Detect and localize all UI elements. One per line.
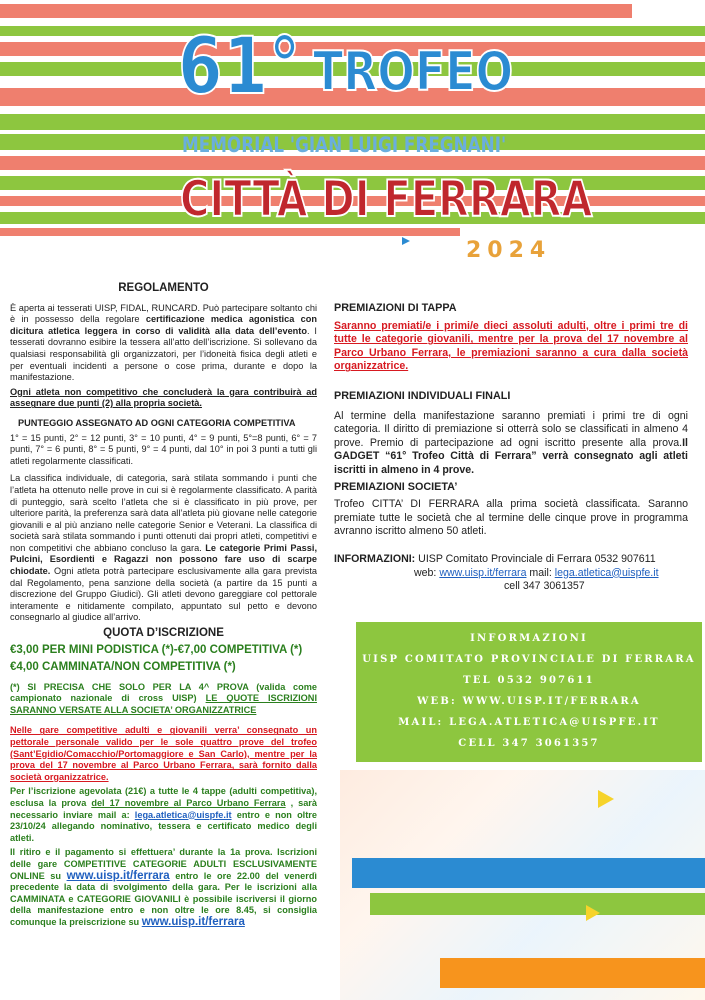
web-link[interactable]: www.uisp.it/ferrara (439, 566, 527, 579)
text-bold: Le categorie Primi Passi, Pulcini, Esordienti e Ragazzi non possono fare uso di scarpe chiodate. (10, 542, 317, 577)
year: 2024 (466, 238, 552, 263)
text: Il ritiro e il pagamento si effettuera’ durante la 1a prova. Iscrizioni delle gare COMPETITIVE CATEGORIE ADULTI ESCLUSIVAMENTE ONLINE su (10, 847, 317, 881)
stripe (0, 114, 705, 130)
text: Per l’iscrizione agevolata (21€) a tutte le 4 tappe (adulti competitiva), esclusa la prova (10, 786, 317, 808)
text: Ogni atleta potrà partecipare esclusivamente alla gara prevista dal Regolamento, pena sanzione della società (a partire da 15 punti a discrezione del Gruppo Giudici). Gli atleti devono gareggiare col pettorale interamente e nitidamente compilato, appuntato sul petto e devono consegnarlo al giudice all’arrivo. (10, 566, 317, 623)
non-competitivo-note: Ogni atleta non competitivo che concluderà la gara contribuirà ad assegnare due punti (2) alla propria società. (10, 386, 317, 409)
text: entro e non oltre 23/10/24 allegando nominativo, tessera e certificato medico degli atleti. (10, 809, 317, 843)
text: LE QUOTE ISCRIZIONI SARANNO VERSATE ALLA SOCIETA’ ORGANIZZATRICE (10, 693, 317, 715)
text: (*) SI PRECISA CHE SOLO PER LA 4^ PROVA (valida come campionato nazionale di cross UISP) (10, 681, 317, 704)
uisp-link[interactable]: www.uisp.it/ferrara (141, 915, 245, 928)
info-box-line: CELL 347 3061357 (458, 738, 600, 749)
trofeo-title: TROFEO (313, 40, 514, 103)
text: La classifica individuale, di categoria, sarà stilata sommando i punti che l’atleta ha ottenuto nelle prove in cui si è regolarmente classificato. A parità di punteggio, sarà scelto l’atleta che si è classificato in più prove, per ulteriore parità, la preferenza sarà data all’atleta più giovane nelle categorie giovanili e al più anziano nelle categorie Senior e Veterani. La classifica di società sarà stilata sommando i punti ottenuti dai propri atleti, competitivi e non competitivi che abbiano concluso la gara. (10, 473, 317, 553)
play-icon (598, 790, 614, 808)
agevolata-paragraph (10, 786, 317, 844)
regolamento-title: REGOLAMENTO (118, 282, 209, 294)
informazioni-line (334, 553, 688, 567)
stripe (0, 228, 460, 236)
info-box (356, 622, 702, 762)
info-box-line: WEB: WWW.UISP.IT/FERRARA (417, 696, 641, 707)
stripe (0, 4, 632, 18)
quota-line: €3,00 PER MINI PODISTICA (*)-€7,00 COMPETITIVA (*) (10, 643, 303, 656)
quota-title: QUOTA D’ISCRIZIONE (103, 627, 224, 640)
finali-text (334, 410, 688, 478)
cell-line: cell 347 3061357 (504, 580, 585, 593)
text: UISP Comitato Provinciale di Ferrara 0532 907611 (415, 552, 656, 565)
text: , sarà necessario inviare mail a: (10, 797, 317, 820)
edition-number: 61° (178, 22, 302, 112)
play-icon (586, 905, 600, 921)
pettorale-note: Nelle gare competitive adulti e giovanili verra’ consegnato un pettorale personale valido per le sole quattro prove del trofeo (Sant’Egidio/Comacchio/Portomaggiore e San Carlo), mentre per la prova del 17 novembre al Parco Urbano Ferrara, sarà fornito dalla società organizzatrice. (10, 725, 317, 782)
text-bold: certificazione medica agonistica con dicitura atletica leggera in corso di validità alla data dell’evento (10, 314, 317, 336)
citta-title: CITTÀ DI FERRARA (180, 170, 593, 228)
mail-link[interactable]: lega.atletica@uispfe.it (554, 566, 659, 579)
text: È aperta ai tesserati UISP, FIDAL, RUNCARD. Può partecipare soltanto chi è in possesso della regolare (10, 302, 317, 325)
societa-text: Trofeo CITTA’ DI FERRARA alla prima società classificata. Saranno premiate tutte le società che al termine delle cinque prove in programma avranno iscritto almeno 50 atleti. (334, 498, 688, 538)
header-banner (0, 0, 705, 270)
classifica-paragraph (10, 473, 317, 624)
memorial-subtitle: MEMORIAL 'GIAN LUIGI FREGNANI' (182, 133, 507, 157)
text: Al termine della manifestazione saranno premiati i primi tre di ogni categoria. Il diritto di premiazione si otterrà solo se classificati in almeno 4 prove. Premio di partecipazione ad ogni iscritto presente alla prova. (334, 409, 688, 449)
stripe (0, 156, 705, 170)
agevolata-mail-link[interactable]: lega.atletica@uispfe.it (134, 809, 232, 820)
punteggio-text: 1° = 15 punti, 2° = 12 punti, 3° = 10 punti, 4° = 9 punti, 5°=8 punti, 6° = 7 punti, 7° = 6 punti, 8° = 5 punti, 9° = 4 punti, dal 10° in poi 3 punti a tutti gli atleti regolarmente classificati. (10, 432, 317, 466)
finali-title: PREMIAZIONI INDIVIDUALI FINALI (334, 389, 511, 402)
text: mail: (526, 566, 555, 579)
info-box-title: INFORMAZIONI (470, 633, 588, 644)
triangle-icon (402, 237, 410, 245)
uisp-link[interactable]: www.uisp.it/ferrara (66, 869, 170, 882)
quota-line: €4,00 CAMMINATA/NON COMPETITIVA (*) (10, 660, 236, 673)
web-mail-line (334, 567, 688, 581)
info-box-line: TEL 0532 907611 (463, 675, 595, 686)
ritiro-paragraph (10, 847, 317, 928)
decor-bar (352, 858, 705, 888)
societa-title: PREMIAZIONI SOCIETA’ (334, 480, 458, 493)
text: web: (414, 566, 440, 579)
text: . I tesserati dovranno esibire la tessera all’atto dell’iscrizione. Si sollevano da qualsiasi responsabilità gli organizzatori, per l’idoneità fisica degli atleti e per eventuali incidenti a persone o cose prima, durante e dopo la manifestazione. (10, 325, 317, 383)
tappa-text: Saranno premiati/e i primi/e dieci assoluti adulti, oltre i primi tre di tutte le categorie giovanili, mentre per la prova del 17 novembre al Parco Urbano Ferrara, le premiazioni saranno a cura dalla società organizzatrice. (334, 319, 688, 373)
decor-bar (370, 893, 705, 915)
info-box-line: UISP COMITATO PROVINCIALE DI FERRARA (362, 654, 696, 665)
punteggio-title: PUNTEGGIO ASSEGNATO AD OGNI CATEGORIA COMPETITIVA (18, 417, 296, 428)
text-bold: INFORMAZIONI: (334, 552, 416, 565)
tappa-title: PREMIAZIONI DI TAPPA (334, 302, 457, 314)
regolamento-paragraph (10, 303, 317, 384)
text: entro le ore 22.00 del venerdì precedente la data di svolgimento della gara. Per le iscrizioni alla CAMMINATA e CATEGORIE GIOVANILI è possibile iscriversi il giorno della manifestazione entro e non oltre le ore 8.45, si consiglia comunque la preiscrizione su (10, 870, 317, 927)
left-column (10, 283, 317, 932)
right-column (334, 302, 688, 594)
info-box-line: MAIL: LEGA.ATLETICA@UISPFE.IT (398, 717, 660, 728)
stripe (0, 26, 705, 36)
quota-note (10, 682, 317, 717)
decor-bar (440, 958, 705, 988)
text-bold: Il GADGET “61° Trofeo Città di Ferrara” verrà consegnato agli atleti iscritti in almeno in 4 prove. (334, 436, 688, 476)
text: del 17 novembre al Parco Urbano Ferrara (91, 797, 286, 808)
